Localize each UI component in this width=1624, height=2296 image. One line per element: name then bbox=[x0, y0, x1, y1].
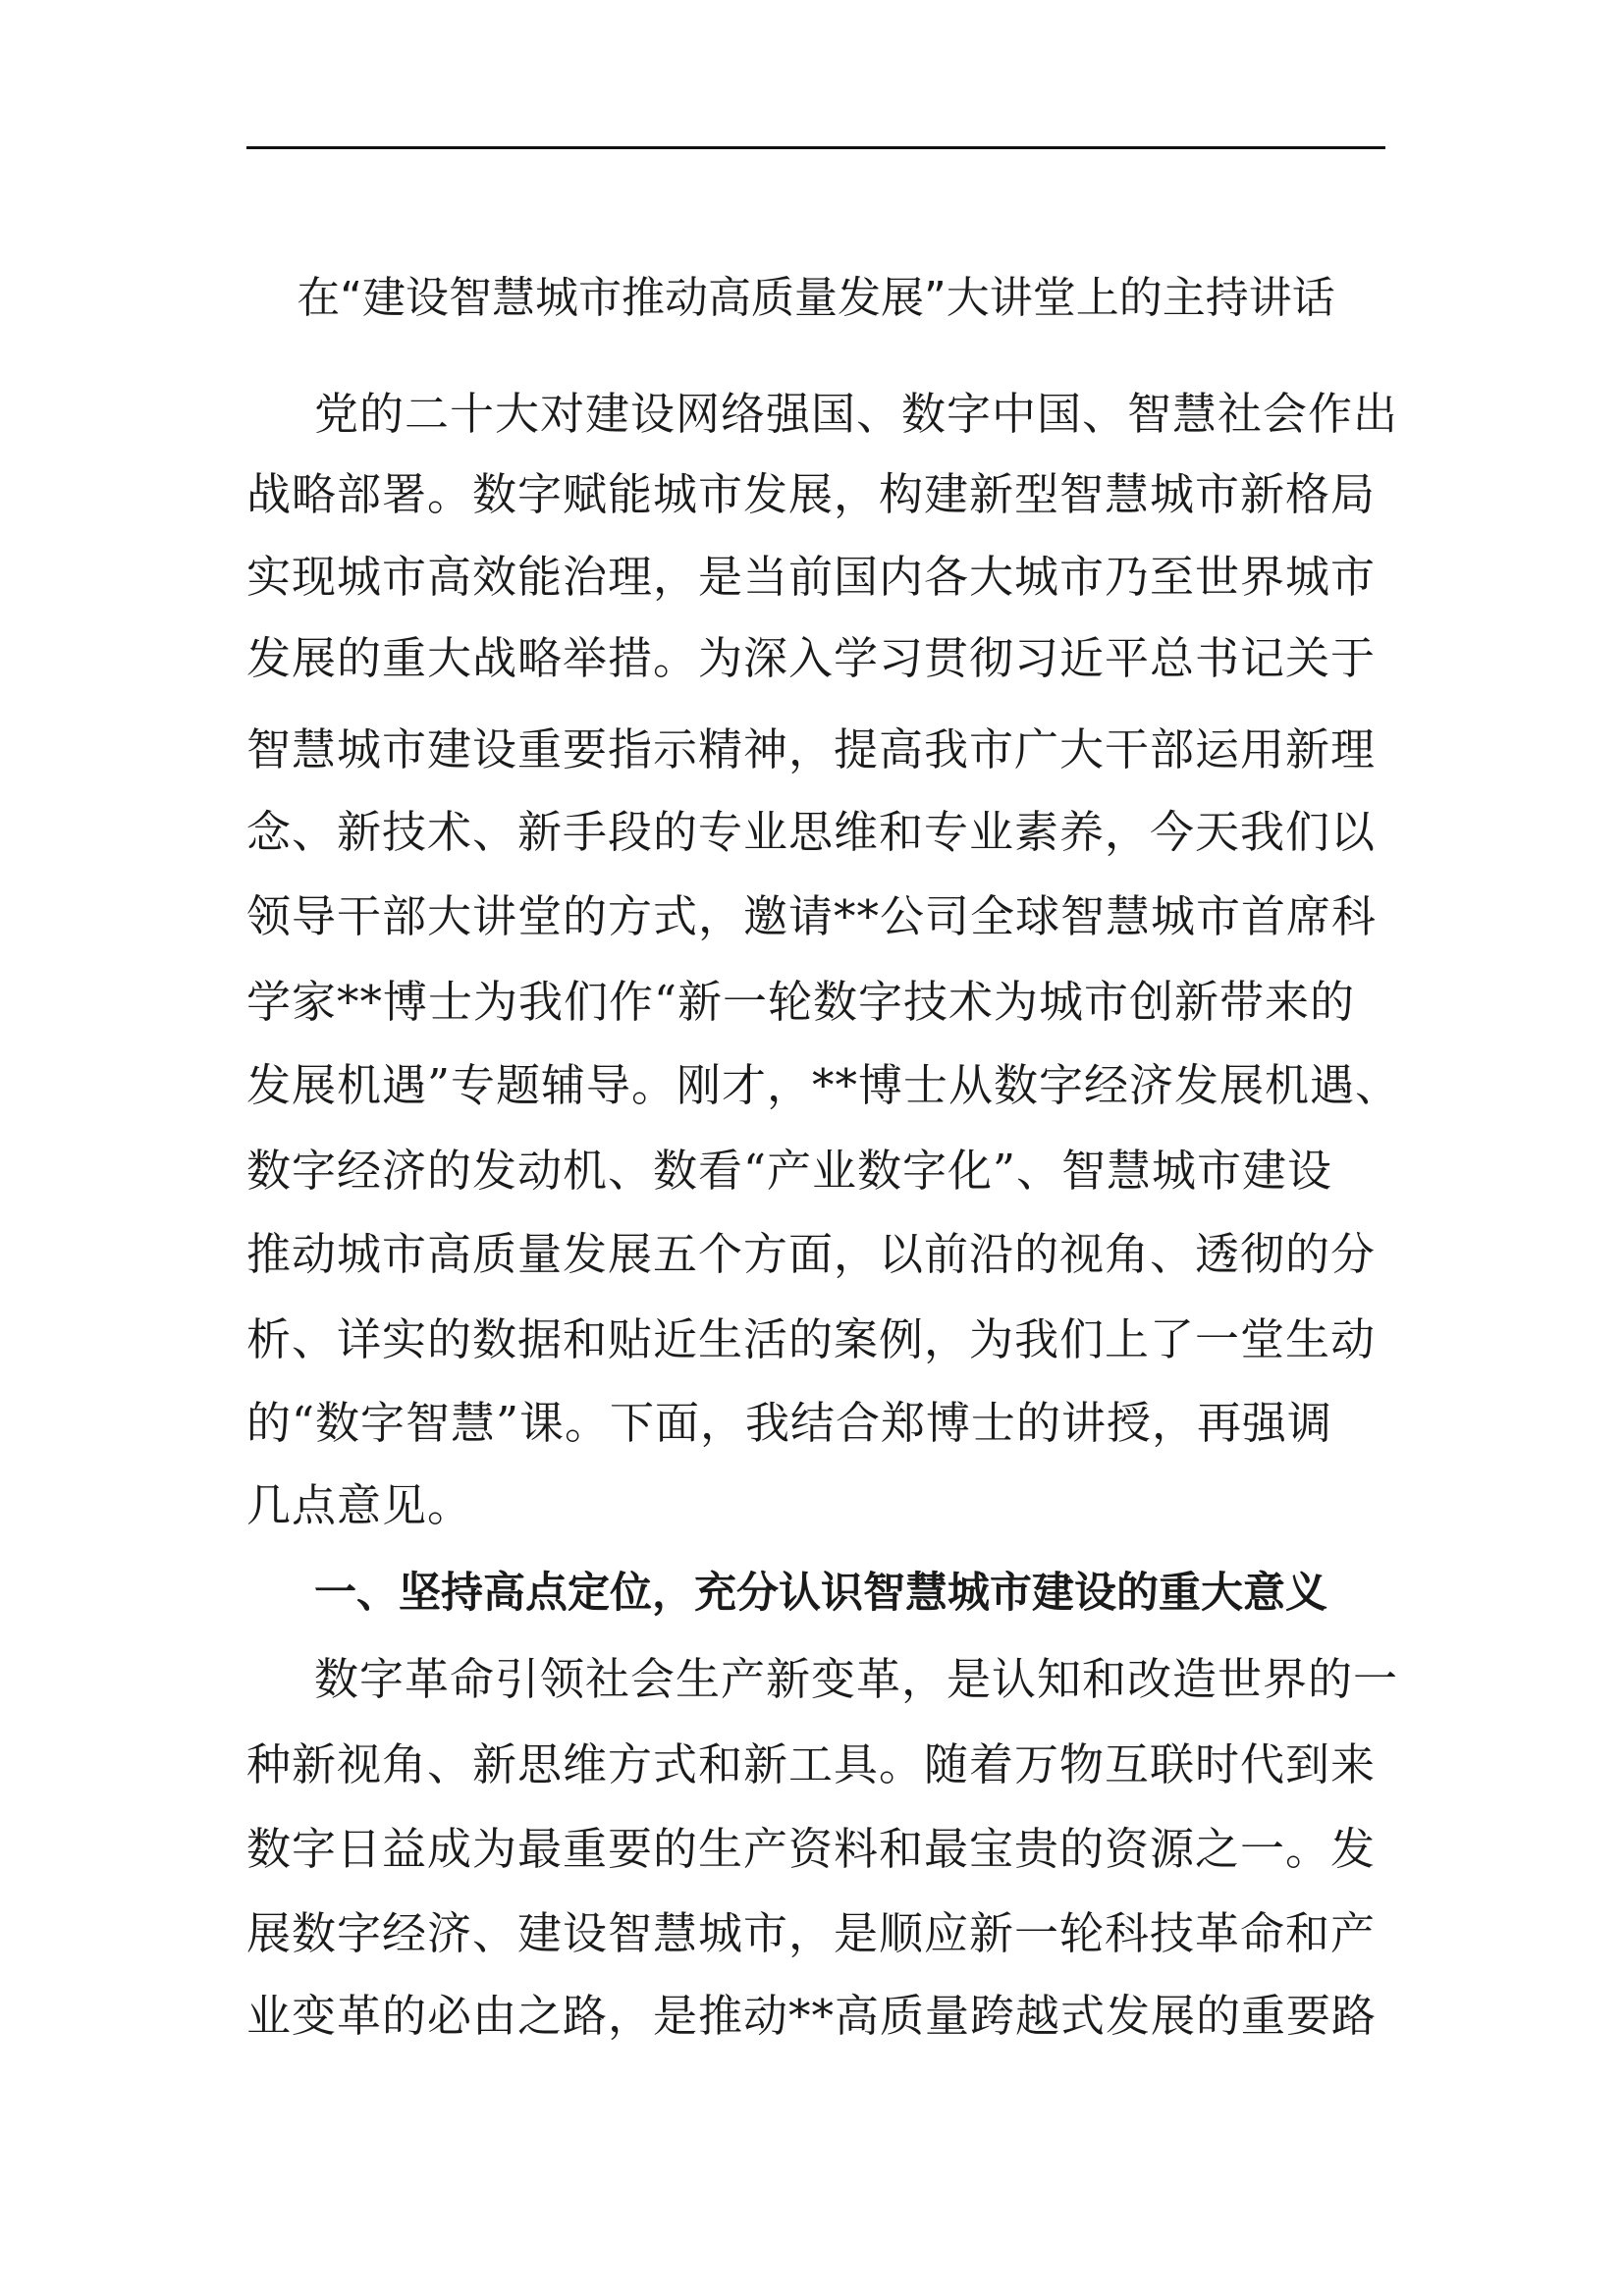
paragraph-line: 析、详实的数据和贴近生活的案例，为我们上了一堂生动 bbox=[246, 1313, 1377, 1365]
paragraph-line: 学家**博士为我们作“新一轮数字技术为城市创新带来的 bbox=[246, 976, 1356, 1028]
paragraph-line: 党的二十大对建设网络强国、数字中国、智慧社会作出 bbox=[314, 388, 1399, 440]
paragraph-line: 展数字经济、建设智慧城市，是顺应新一轮科技革命和产 bbox=[246, 1907, 1377, 1959]
paragraph-line: 智慧城市建设重要指示精神，提高我市广大干部运用新理 bbox=[246, 723, 1377, 775]
paragraph-line: 实现城市高效能治理，是当前国内各大城市乃至世界城市 bbox=[246, 551, 1377, 603]
paragraph-line: 的“数字智慧”课。下面，我结合郑博士的讲授，再强调 bbox=[246, 1397, 1333, 1449]
paragraph-line: 念、新技术、新手段的专业思维和专业素养，今天我们以 bbox=[246, 806, 1377, 858]
paragraph-line: 领导干部大讲堂的方式，邀请**公司全球智慧城市首席科 bbox=[246, 890, 1378, 942]
paragraph-line: 战略部署。数字赋能城市发展，构建新型智慧城市新格局 bbox=[246, 468, 1377, 520]
paragraph-line: 种新视角、新思维方式和新工具。随着万物互联时代到来 bbox=[246, 1738, 1377, 1790]
paragraph-line: 业变革的必由之路，是推动**高质量跨越式发展的重要路 bbox=[246, 1990, 1378, 2042]
paragraph-line: 数字革命引领社会生产新变革，是认知和改造世界的一 bbox=[314, 1653, 1399, 1705]
document-title: 在“建设智慧城市推动高质量发展”大讲堂上的主持讲话 bbox=[297, 273, 1335, 323]
paragraph-line: 数字经济的发动机、数看“产业数字化”、智慧城市建设 bbox=[246, 1145, 1333, 1197]
paragraph-line: 数字日益成为最重要的生产资料和最宝贵的资源之一。发 bbox=[246, 1823, 1377, 1875]
header-rule bbox=[246, 146, 1385, 149]
paragraph-line: 推动城市高质量发展五个方面，以前沿的视角、透彻的分 bbox=[246, 1228, 1377, 1280]
section-heading: 一、坚持高点定位，充分认识智慧城市建设的重大意义 bbox=[314, 1569, 1327, 1618]
paragraph-line: 几点意见。 bbox=[246, 1479, 473, 1531]
paragraph-line: 发展机遇”专题辅导。刚才，**博士从数字经济发展机遇、 bbox=[246, 1059, 1401, 1111]
paragraph-line: 发展的重大战略举措。为深入学习贯彻习近平总书记关于 bbox=[246, 632, 1377, 684]
